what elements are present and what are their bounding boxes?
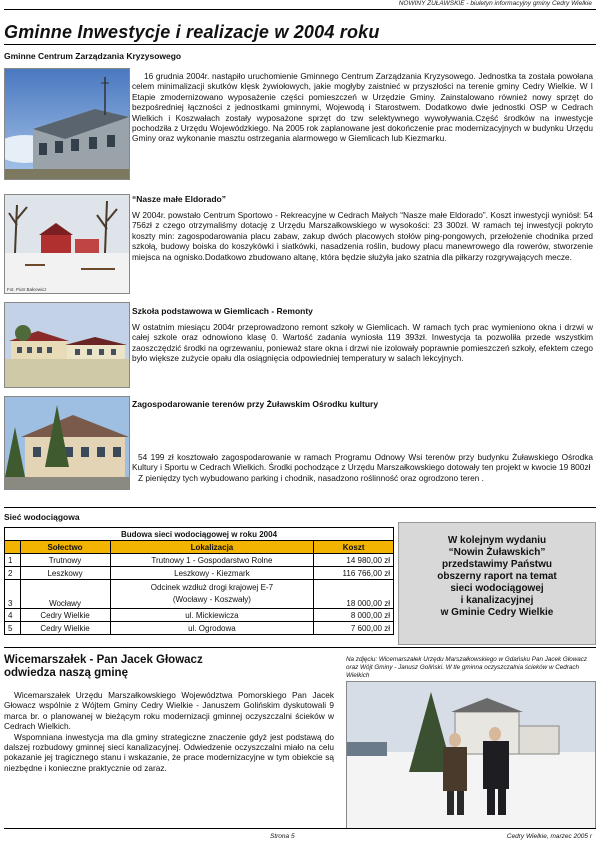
table-row [5,554,394,567]
table-row [5,580,394,609]
article-rule [4,647,596,648]
text-oskultury [132,452,593,483]
callout-line: sieci wodociągowej [450,583,544,594]
footer-rule [4,828,596,829]
col-lokalizacja: Lokalizacja [110,541,314,554]
article-title [4,654,203,680]
row-lokalizacja [110,580,314,609]
table-row [5,622,394,635]
row-lokalizacja-line2: (Wocławy - Koszwały) [172,595,251,604]
section-title-oskultury: Zagospodarowanie terenów przy Żuławskim Ośrodku kultury [132,399,379,409]
water-table-wrap [4,527,394,635]
photo-credit: Fot. Piotr Bałcewicz [7,287,47,292]
row-solectwo: Wocławy [20,580,110,609]
photo-playground [4,194,130,294]
text-czk: 16 grudnia 2004r. nastąpiło uruchomienie Gminnego Centrum Zarządzania Kryzysowego. Jednostka ta została powołana celem minimalizacji skutków klęsk żywiołowych, jakie mogłyby zaistnieć w przyszłości na terenie gminy Cedry Wielkie. W I Etapie zmodernizowano wyposażenie części pomieszczeń w Urzędzie Gminy. Zainstalowano również nowy sprzęt do bezpośredniej łączności z jednostkami gminnymi, Wojewodą i Starostwem. Dodatkowo dwie jednostki OSP w Cedrach Wielkich i Koszwałach zostały wyposażone sprzęt do tzw selektywnego wywoływania.Część środków na inwestycje pochodziła z Urzędu Wojewódzkiego. Na 2005 rok zaplanowane jest dokończenie prac modernizacyjnych w budynku Urzędu Gminy oraz wykonanie masztu ostrzegania alarmowego w Giemlicach lub Kiezmarku. [132,71,593,144]
text-eldorado: W 2004r. powstało Centrum Sportowo - Rekreacyjne w Cedrach Małych “Nasze małe Eldorado”. Koszt inwestycji wyniósł: 54 756zł z czego otrzymaliśmy dotację z Urzędu Marszałkowskiego w wysokości: 23 300zł. W ramach tej inwestycji pokryto koszty min: zagospodarowania placu zabaw, zakup dwóch placowych stołów ping-pongowych, przełożenie chodnika przed szkołą, budowy boiska do koszykówki i siatkówki, nasadzenia roślin, budowy placu manewrowego dla rowerów, stworzenie miejsca na ognisko.Dodatkowo zbudowano altanę, która będzie służyła jako szatnia dla piłkarzy rozgrywających mecze. [132,210,593,262]
row-lokalizacja-line1: Odcinek wzdłuż drogi krajowej E-7 [150,583,274,592]
row-koszt: 116 766,00 zł [314,567,394,580]
row-koszt: 18 000,00 zł [314,580,394,609]
col-koszt: Koszt [314,541,394,554]
col-solectwo: Sołectwo [20,541,110,554]
text-oskultury-1: 54 199 zł kosztowało zagospodarowanie w ramach Programu Odnowy Wsi terenów przy budynku Żuławskiego Ośrodka Kultury i Sportu w Cedrach Wielkich. Środki pochodzące z Urzędu Marszałkowskiego dotowały ten projekt w kwocie 19 800zł [132,452,593,473]
callout-box [398,522,596,645]
article-para-2: Wspomniana inwestycja ma dla gminy strategiczne znaczenie gdyż jest podstawą do dalszej rozbudowy gminnej sieci kanalizacyjnej. Odwiedzenie oczyszczalni miało na celu pokazanie jej tragicznego stanu i wskazanie, że prace modernizacyjne w tym obiekcie są niezbędne i konieczne praktycznie od zaraz. [4,731,334,773]
photo-culture-center [4,396,130,490]
callout-line: W kolejnym wydaniu [447,535,547,546]
callout-line: w Gminie Cedry Wielkie [440,607,554,618]
page-number: Strona 5 [270,833,295,840]
row-lokalizacja: ul. Ogrodowa [110,622,314,635]
row-koszt: 8 000,00 zł [314,609,394,622]
photo-caption: Na zdjęciu: Wicemarszałek Urzędu Marszałkowskiego w Gdańsku Pan Jacek Głowacz oraz Wójt Gminy - Janusz Goliński. W tle gminna oczyszczalnia ścieków w Cedrach Wielkich [346,656,588,679]
water-rule [4,507,596,508]
section-title-eldorado: “Nasze małe Eldorado” [132,194,227,204]
article-body [4,690,334,773]
photo-government-building [4,68,130,180]
callout-line: obszerny raport na temat [437,571,557,582]
footer-date: Cedry Wielkie, marzec 2005 r [506,833,592,840]
header-rule [4,9,596,10]
row-lokalizacja: Leszkowy - Kiezmark [110,567,314,580]
water-table-header [5,541,394,554]
section-title-szkola: Szkoła podstawowa w Giemlicach - Remonty [132,306,313,316]
page-title: Gminne Inwestycje i realizacje w 2004 roku [4,22,380,42]
article-title-line2: odwiedza naszą gminę [4,667,128,679]
row-koszt: 7 600,00 zł [314,622,394,635]
row-lokalizacja: Trutnowy 1 - Gospodarstwo Rolne [110,554,314,567]
row-koszt: 14 980,00 zł [314,554,394,567]
row-no: 2 [5,567,21,580]
row-solectwo: Cedry Wielkie [20,609,110,622]
row-solectwo: Trutnowy [20,554,110,567]
row-solectwo: Cedry Wielkie [20,622,110,635]
section-title-czk: Gminne Centrum Zarządzania Kryzysowego [4,51,182,61]
text-oskultury-2: Z pieniędzy tych wybudowano parking i chodnik, nasadzono roślinność oraz ogrodzono teren . [138,472,484,483]
water-table-title: Budowa sieci wodociągowej w roku 2004 [5,528,394,541]
title-rule [4,44,596,45]
row-no: 5 [5,622,21,635]
callout-line: i kanalizacyjnej [460,595,534,606]
callout-line: “Nowin Żuławskich” [448,547,546,558]
row-no: 3 [5,580,21,609]
table-row [5,609,394,622]
photo-school [4,302,130,388]
callout-line: przedstawimy Państwu [441,559,553,570]
row-no: 4 [5,609,21,622]
water-table [4,527,394,635]
article-title-line1: Wicemarszałek - Pan Jacek Głowacz [4,654,203,666]
section-title-water: Sieć wodociągowa [4,512,80,522]
article-para-1: Wicemarszałek Urzędu Marszałkowskiego Województwa Pomorskiego Pan Jacek Głowacz wspólnie z Wójtem Gminy Cedry Wielkie - Januszem Golińskim dyskutowali 9 marca br. o planowanej w bieżącym roku modernizacji gminnej oczyszczalni ścieków w Cedrach Wielkich. [4,690,334,732]
running-head: NOWINY ŻUŁAWSKIE - biuletyn informacyjny gminy Cedry Wielkie [398,0,592,7]
text-szkola: W ostatnim miesiącu 2004r przeprowadzono remont szkoły w Giemlicach. W ramach tych prac wymieniono okna i drzwi w całej szkole oraz odnowiono klasę 0. Wartość zadania wyniosła 119 393zł. Inwestycja ta pozwoliła przede wszystkim zaoszczędzić środki na ogrzewaniu, ponieważ stare okna i drzwi nie izolowały poprawnie pomieszczeń szkoły, efektem czego było większe zużycie opału dla osiągnięcia odpowiedniej temperatury w salach lekcyjnych. [132,322,593,364]
row-lokalizacja: ul. Mickiewicza [110,609,314,622]
table-row [5,567,394,580]
row-no: 1 [5,554,21,567]
row-solectwo: Leszkowy [20,567,110,580]
photo-officials [346,681,596,829]
